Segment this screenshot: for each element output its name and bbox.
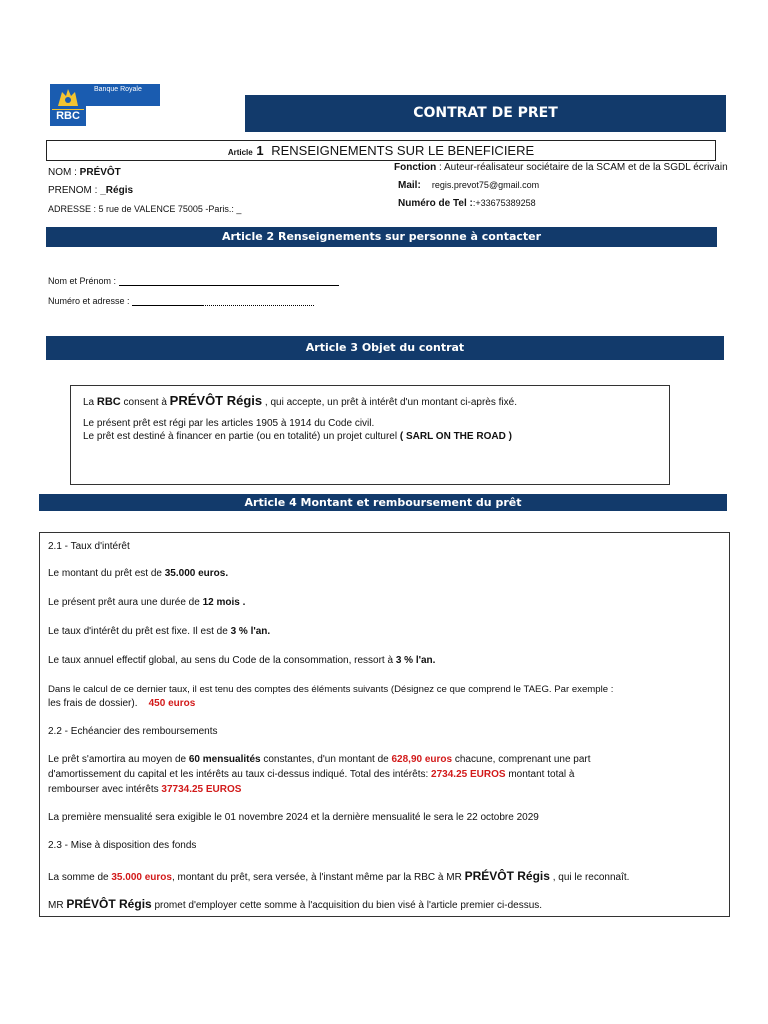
premiere-mensualite-line: La première mensualité sera exigible le 01 novembre 2024 et la dernière mensualité le sera le 22 octobre 2029 (48, 812, 539, 823)
text: Le taux d'intérêt du prêt est fixe. Il est de (48, 626, 231, 637)
object-line-3 (83, 430, 657, 443)
mail-value: regis.prevot75@gmail.com (431, 180, 540, 190)
mensualite-line-2 (48, 769, 574, 780)
text: La somme de (48, 872, 112, 883)
mensualite-line-1 (48, 754, 591, 765)
loan-amount: 35.000 euros. (164, 568, 229, 579)
mensualite-line-3 (48, 784, 241, 795)
contact-number-line (132, 296, 202, 306)
installment-amount: 628,90 euros (391, 754, 453, 765)
tel-field (398, 198, 536, 209)
calc-line-1: Dans le calcul de ce dernier taux, il est tenu des comptes des éléments suivants (Désignez ce que comprend le TAEG. Par exemple : (48, 684, 614, 695)
project-name: ( SARL ON THE ROAD ) (399, 431, 512, 442)
text: montant total à (505, 769, 575, 780)
contact-name-line (119, 275, 339, 286)
section-2-3-title: 2.3 - Mise à disposition des fonds (48, 840, 197, 851)
text: Le taux annuel effectif global, au sens du Code de la consommation, ressort à (48, 655, 396, 666)
mr-line (48, 897, 542, 911)
contact-name-field (48, 275, 339, 286)
text: d'amortissement du capital et les intérêts au taux ci-dessus indiqué. Total des intérêts: (48, 769, 432, 780)
taux-line (48, 626, 270, 637)
montant-line (48, 568, 228, 579)
text: constantes, d'un montant de (260, 754, 392, 765)
borrower-name: PRÉVÔT Régis (169, 393, 263, 408)
calc-line-2 (48, 698, 195, 709)
text: les frais de dossier). (48, 698, 138, 709)
section-2-2-title: 2.2 - Echéancier des remboursements (48, 726, 218, 737)
loan-duration: 12 mois . (202, 597, 246, 608)
tel-value: :+33675389258 (472, 198, 536, 208)
object-line-2: Le présent prêt est régi par les articles 1905 à 1914 du Code civil. (83, 418, 375, 429)
fonction-value: : Auteur-réalisateur sociétaire de la SCAM et de la SGDL écrivain (436, 162, 728, 173)
teg-line (48, 655, 435, 666)
logo-brand-name: Banque Royale (86, 84, 160, 106)
fees-amount: 450 euros (148, 698, 196, 709)
text: Le prêt est destiné à financer en partie (ou en totalité) un projet culturel (83, 431, 400, 442)
borrower-name: PRÉVÔT Régis (464, 869, 550, 883)
text: , montant du prêt, sera versée, à l'instant même par la RBC à MR (171, 872, 465, 883)
teg-rate: 3 % l'an. (395, 655, 436, 666)
contact-number-field (48, 296, 314, 306)
somme-line (48, 869, 629, 883)
text: chacune, comprenant une part (452, 754, 591, 765)
article1-prefix: Article (227, 148, 253, 157)
text: , qui accepte, un prêt à intérêt d'un montant ci-après fixé. (262, 397, 517, 408)
prenom-label: PRENOM : (48, 185, 101, 196)
mail-label: Mail: (398, 180, 421, 191)
object-line-1 (83, 394, 657, 409)
nom-label: NOM : (48, 167, 80, 178)
article1-header (46, 140, 716, 161)
funds-amount: 35.000 euros (111, 872, 172, 883)
adresse-field: ADRESSE : 5 rue de VALENCE 75005 -Paris.: _ (48, 204, 242, 214)
total-interest: 2734.25 EUROS (431, 769, 506, 780)
text: Le présent prêt aura une durée de (48, 597, 203, 608)
contact-number-dots (202, 296, 314, 306)
lion-icon (54, 86, 82, 110)
article3-header: Article 3 Objet du contrat (46, 336, 724, 360)
rbc-logo (50, 84, 160, 126)
prenom-value: _Régis (100, 185, 134, 196)
text: consent à (120, 397, 170, 408)
logo-initials: RBC (53, 110, 83, 124)
nom-field (48, 167, 121, 178)
fonction-label: Fonction (394, 162, 437, 173)
borrower-name: PRÉVÔT Régis (66, 897, 152, 911)
lender-name: RBC (96, 396, 121, 408)
text: La (83, 397, 97, 408)
article1-title: RENSEIGNEMENTS SUR LE BENEFICIERE (271, 143, 535, 158)
contract-title: CONTRAT DE PRET (245, 95, 726, 132)
text: rembourser avec intérêts (48, 784, 162, 795)
tel-label: Numéro de Tel : (398, 198, 473, 209)
text: promet d'employer cette somme à l'acquisition du bien visé à l'article premier ci-dessus. (151, 900, 543, 911)
article1-number: 1 (256, 143, 264, 158)
article3-box (70, 385, 670, 485)
interest-rate: 3 % l'an. (230, 626, 271, 637)
text: MR (48, 900, 67, 911)
article2-header: Article 2 Renseignements sur personne à contacter (46, 227, 717, 247)
article4-box (39, 532, 730, 917)
article4-header: Article 4 Montant et remboursement du prêt (39, 494, 727, 511)
installment-count: 60 mensualités (188, 754, 261, 765)
nom-value: PRÉVÔT (79, 167, 121, 178)
mail-field (398, 180, 539, 191)
logo-shield (50, 84, 86, 126)
text: , qui le reconnaît. (549, 872, 630, 883)
text: Le montant du prêt est de (48, 568, 165, 579)
duree-line (48, 597, 245, 608)
fonction-field (394, 162, 728, 173)
text: Le prêt s'amortira au moyen de (48, 754, 189, 765)
section-2-1-title: 2.1 - Taux d'intérêt (48, 541, 130, 552)
contact-name-label: Nom et Prénom : (48, 276, 119, 286)
total-repayment: 37734.25 EUROS (161, 784, 242, 795)
prenom-field (48, 185, 133, 196)
contact-number-label: Numéro et adresse : (48, 296, 133, 306)
